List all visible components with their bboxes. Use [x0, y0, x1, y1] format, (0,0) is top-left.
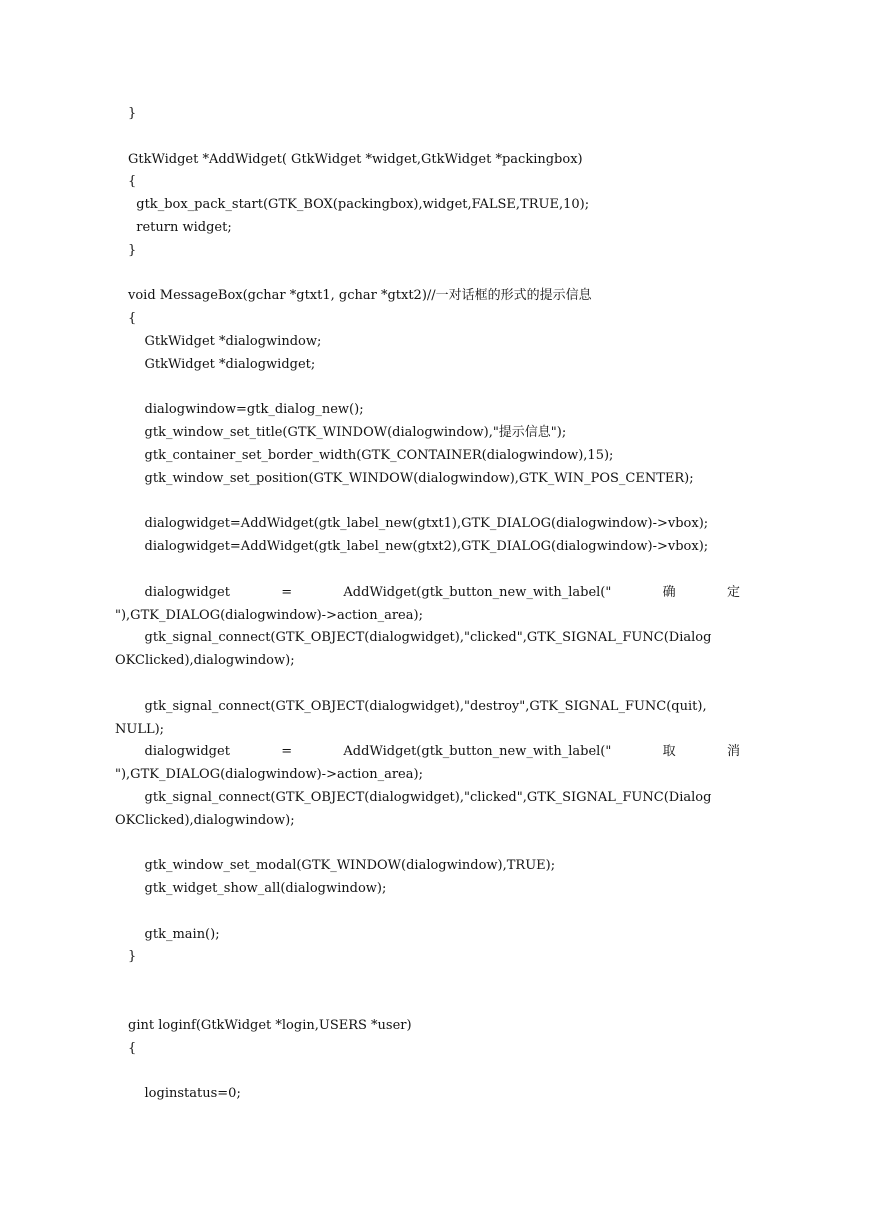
blank-line	[128, 969, 740, 992]
code-line: GtkWidget *dialogwidget;	[128, 356, 316, 372]
code-line: gtk_window_set_modal(GTK_WINDOW(dialogwindow),TRUE);	[128, 858, 556, 874]
code-line: "),GTK_DIALOG(dialogwindow)->action_area);	[115, 607, 423, 623]
code-token: 定	[726, 584, 740, 600]
code-line: gtk_window_set_position(GTK_WINDOW(dialogwindow),GTK_WIN_POS_CENTER);	[128, 470, 694, 486]
code-token: dialogwidget	[128, 744, 230, 760]
code-line: gtk_signal_connect(GTK_OBJECT(dialogwidget),"destroy",GTK_SIGNAL_FUNC(quit),	[128, 698, 707, 714]
code-line: }	[128, 106, 137, 121]
code-line: gtk_main();	[128, 926, 220, 942]
code-token: 消	[726, 744, 740, 760]
blank-line	[128, 263, 740, 286]
code-line-justified	[128, 741, 740, 764]
code-line: GtkWidget *dialogwindow;	[128, 333, 322, 349]
code-token: =	[281, 744, 293, 760]
blank-line	[128, 833, 740, 856]
code-line: {	[128, 311, 137, 327]
code-line: dialogwidget=AddWidget(gtk_label_new(gtxt1),GTK_DIALOG(dialogwindow)->vbox);	[128, 516, 709, 532]
blank-line	[128, 992, 740, 1015]
code-token: 确	[662, 584, 676, 600]
code-line: dialogwindow=gtk_dialog_new();	[128, 402, 364, 418]
blank-line	[128, 1060, 740, 1083]
blank-line	[128, 377, 740, 400]
code-line: dialogwidget=AddWidget(gtk_label_new(gtxt2),GTK_DIALOG(dialogwindow)->vbox);	[128, 539, 709, 555]
code-line: gtk_container_set_border_width(GTK_CONTAINER(dialogwindow),15);	[128, 447, 614, 463]
code-line: "),GTK_DIALOG(dialogwindow)->action_area);	[115, 767, 423, 783]
code-line: GtkWidget *AddWidget( GtkWidget *widget,GtkWidget *packingbox)	[128, 151, 583, 167]
code-line: gtk_box_pack_start(GTK_BOX(packingbox),widget,FALSE,TRUE,10);	[128, 197, 590, 213]
code-token: AddWidget(gtk_button_new_with_label("	[343, 744, 612, 760]
code-token: 取	[662, 744, 676, 760]
code-line: return widget;	[128, 219, 232, 235]
code-line: gtk_window_set_title(GTK_WINDOW(dialogwindow),"提示信息");	[128, 425, 567, 441]
code-line: }	[128, 242, 137, 258]
code-token: dialogwidget	[128, 584, 230, 600]
code-line: void MessageBox(gchar *gtxt1, gchar *gtxt2)//一对话框的形式的提示信息	[128, 288, 592, 304]
code-token: =	[281, 584, 293, 600]
blank-line	[128, 673, 740, 696]
blank-line	[128, 559, 740, 582]
code-line: }	[128, 949, 137, 965]
blank-line	[128, 126, 740, 149]
code-line: {	[128, 1040, 137, 1056]
code-line: gtk_widget_show_all(dialogwindow);	[128, 881, 387, 897]
code-line: gtk_signal_connect(GTK_OBJECT(dialogwidget),"clicked",GTK_SIGNAL_FUNC(Dialog	[128, 789, 712, 805]
code-line: OKClicked),dialogwindow);	[115, 812, 295, 828]
code-listing	[115, 103, 740, 1106]
blank-line	[128, 901, 740, 924]
code-line-justified	[128, 582, 740, 605]
code-line: OKClicked),dialogwindow);	[115, 653, 295, 669]
blank-line	[128, 491, 740, 514]
code-line: gint loginf(GtkWidget *login,USERS *user)	[128, 1017, 412, 1033]
code-line: gtk_signal_connect(GTK_OBJECT(dialogwidget),"clicked",GTK_SIGNAL_FUNC(Dialog	[128, 630, 712, 646]
code-token: AddWidget(gtk_button_new_with_label("	[343, 584, 612, 600]
code-line: {	[128, 174, 137, 190]
code-line: NULL);	[115, 721, 165, 737]
code-line: loginstatus=0;	[128, 1086, 241, 1102]
